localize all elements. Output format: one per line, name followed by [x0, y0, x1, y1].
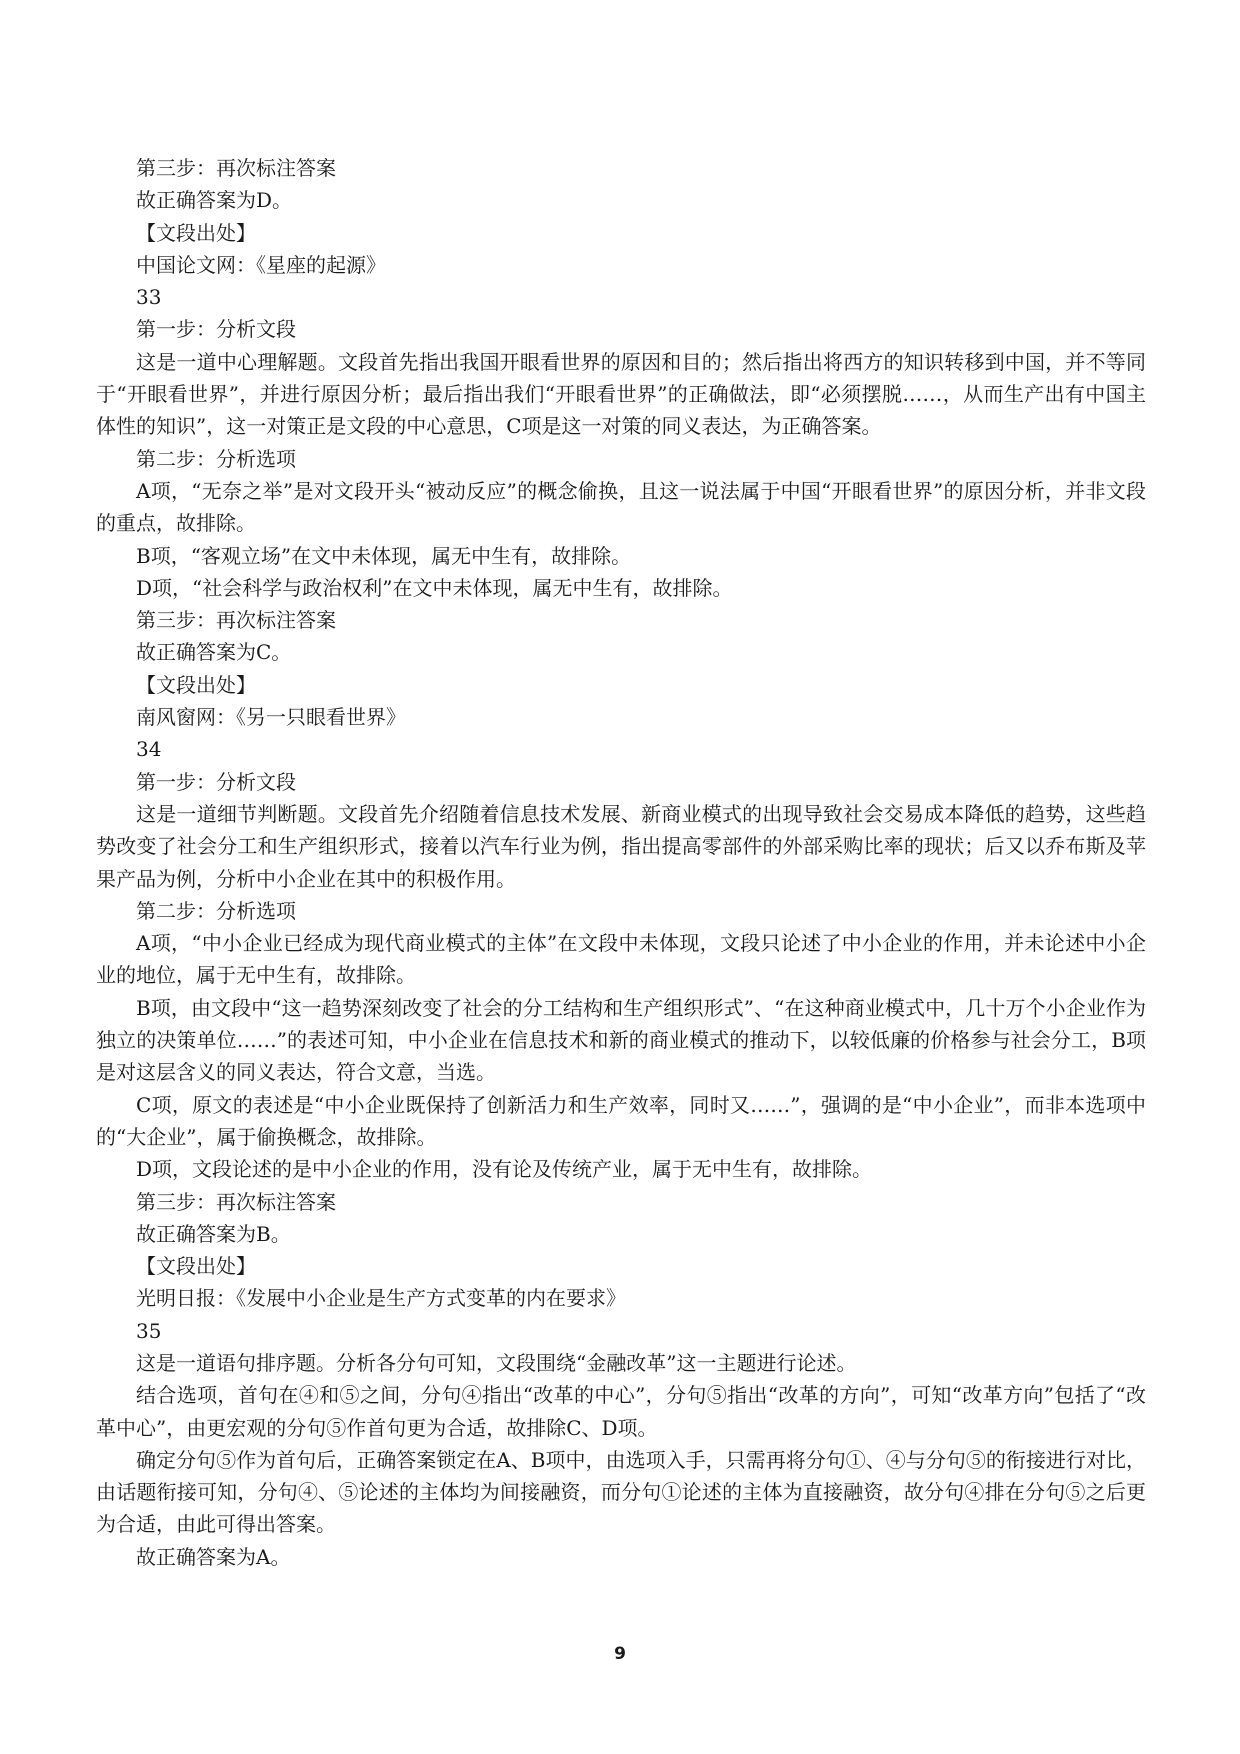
answer-line: 故正确答案为C。	[136, 640, 292, 665]
option-analysis: A项，“中小企业已经成为现代商业模式的主体”在文段中未体现，文段只论述了中小企业的作用，并未论述中小企业的地位，属于无中生有，故排除。	[96, 931, 1146, 988]
analysis-paragraph: 这是一道细节判断题。文段首先介绍随着信息技术发展、新商业模式的出现导致社会交易成本降低的趋势，这些趋势改变了社会分工和生产组织形式，接着以汽车行业为例，指出提高零部件的外部采购比率的现状；后又以乔布斯及苹果产品为例，分析中小企业在其中的积极作用。	[96, 801, 1146, 891]
step-three-heading: 第三步：再次标注答案	[136, 156, 336, 180]
step-three-heading: 第三步：再次标注答案	[136, 1189, 336, 1214]
source-heading: 【文段出处】	[136, 672, 256, 697]
step-one-heading: 第一步：分析文段	[136, 769, 296, 794]
step-one-heading: 第一步：分析文段	[136, 317, 296, 342]
option-analysis: B项，“客观立场”在文中未体现，属无中生有，故排除。	[136, 543, 632, 568]
option-analysis: C项，原文的表述是“中小企业既保持了创新活力和生产效率，同时又……”，强调的是“中小企业”，而非本选项中的“大企业”，属于偷换概念，故排除。	[96, 1092, 1146, 1149]
source-citation: 南风窗网：《另一只眼看世界》	[136, 705, 406, 730]
analysis-paragraph: 确定分句⑤作为首句后，正确答案锁定在A、B项中，由选项入手，只需再将分句①、④与分句⑤的衔接进行对比，由话题衔接可知，分句④、⑤论述的主体均为间接融资，而分句①论述的主体为直接融资，故分句④排在分句⑤之后更为合适，由此可得出答案。	[96, 1447, 1146, 1537]
step-two-heading: 第二步：分析选项	[136, 898, 296, 923]
option-analysis: A项，“无奈之举”是对文段开头“被动反应”的概念偷换，且这一说法属于中国“开眼看世界”的原因分析，并非文段的重点，故排除。	[96, 478, 1146, 536]
source-citation: 光明日报：《发展中小企业是生产方式变革的内在要求》	[136, 1286, 626, 1311]
analysis-paragraph: 结合选项，首句在④和⑤之间，分句④指出“改革的中心”，分句⑤指出“改革的方向”，可知“改革方向”包括了“改革中心”，由更宏观的分句⑤作首句更为合适，故排除C、D项。	[96, 1383, 1146, 1440]
option-analysis: D项，“社会科学与政治权利”在文中未体现，属无中生有，故排除。	[136, 575, 733, 600]
question-number: 35	[136, 1318, 162, 1343]
source-citation: 中国论文网：《星座的起源》	[136, 252, 386, 277]
answer-line: 故正确答案为D。	[136, 188, 293, 213]
page-number: 9	[614, 1644, 626, 1664]
step-two-heading: 第二步：分析选项	[136, 446, 296, 471]
question-number: 33	[136, 285, 162, 310]
question-number: 34	[136, 737, 162, 762]
answer-line: 故正确答案为A。	[136, 1544, 291, 1569]
document-body	[96, 152, 1146, 1573]
analysis-paragraph: 这是一道中心理解题。文段首先指出我国开眼看世界的原因和目的；然后指出将西方的知识转移到中国，并不等同于“开眼看世界”，并进行原因分析；最后指出我们“开眼看世界”的正确做法，即“必须摆脱……，从而生产出有中国主体性的知识”，这一对策正是文段的中心意思，C项是这一对策的同义表达，为正确答案。	[96, 349, 1146, 439]
source-heading: 【文段出处】	[136, 1254, 256, 1279]
answer-line: 故正确答案为B。	[136, 1221, 291, 1246]
source-heading: 【文段出处】	[136, 220, 256, 245]
analysis-paragraph: 这是一道语句排序题。分析各分句可知，文段围绕“金融改革”这一主题进行论述。	[136, 1350, 857, 1375]
option-analysis: B项，由文段中“这一趋势深刻改变了社会的分工结构和生产组织形式”、“在这种商业模式中，几十万个小企业作为独立的决策单位……”的表述可知，中小企业在信息技术和新的商业模式的推动下，以较低廉的价格参与社会分工，B项是对这层含义的同义表达，符合文意，当选。	[96, 995, 1146, 1085]
option-analysis: D项，文段论述的是中小企业的作用，没有论及传统产业，属于无中生有，故排除。	[136, 1157, 873, 1182]
step-three-heading: 第三步：再次标注答案	[136, 608, 336, 633]
